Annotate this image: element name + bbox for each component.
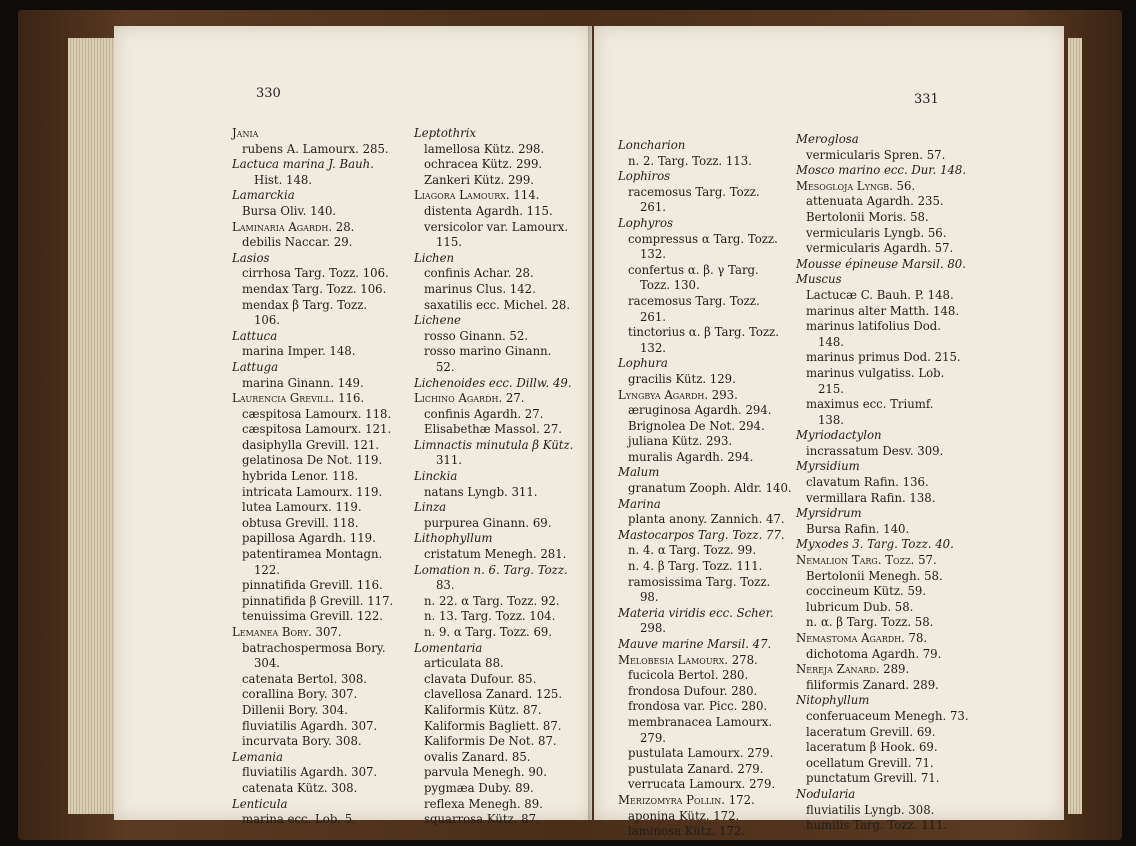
index-entry: Bursa Rafin. 140. bbox=[806, 521, 910, 536]
index-entry: batrachospermosa Bory. bbox=[242, 640, 386, 655]
index-entry: ovalis Zanard. 85. bbox=[424, 749, 531, 764]
index-entry: 298. bbox=[640, 621, 667, 636]
index-entry: conferuaceum Menegh. 73. bbox=[806, 708, 969, 723]
index-entry: Lasios bbox=[232, 250, 270, 265]
index-entry: Lophiros bbox=[618, 169, 671, 184]
index-entry: Bursa Oliv. 140. bbox=[242, 203, 337, 218]
index-entry: Lophyros bbox=[618, 215, 674, 230]
index-entry: cæspitosa Lamourx. 118. bbox=[242, 406, 392, 421]
page-edges-right bbox=[1068, 38, 1082, 814]
index-entry: 83. bbox=[436, 578, 455, 593]
index-entry: intricata Lamourx. 119. bbox=[242, 484, 383, 499]
index-entry: Materia viridis ecc. Scher. bbox=[618, 605, 774, 620]
left-page bbox=[114, 26, 592, 827]
index-entry: confinis Agardh. 27. bbox=[424, 406, 544, 421]
page-number-right: 331 bbox=[914, 92, 939, 107]
index-entry: marinus primus Dod. 215. bbox=[806, 350, 961, 365]
index-entry: marina ecc. Lob. 5. bbox=[242, 812, 356, 827]
index-entry: Bertolonii Menegh. 58. bbox=[806, 568, 943, 583]
index-entry: frondosa var. Picc. 280. bbox=[628, 699, 768, 714]
index-entry: punctatum Grevill. 71. bbox=[806, 771, 940, 786]
index-entry: incurvata Bory. 308. bbox=[242, 734, 362, 749]
index-entry: vermillara Rafin. 138. bbox=[806, 490, 936, 505]
index-entry: vermicularis Spren. 57. bbox=[806, 147, 946, 162]
index-entry: tenuissima Grevill. 122. bbox=[242, 609, 384, 624]
index-entry: Linza bbox=[414, 500, 447, 515]
index-entry: Hist. 148. bbox=[254, 172, 313, 187]
index-entry: saxatilis ecc. Michel. 28. bbox=[424, 297, 571, 312]
index-entry: mendax β Targ. Tozz. bbox=[242, 297, 368, 312]
index-entry: filiformis Zanard. 289. bbox=[806, 677, 939, 692]
index-entry: clavatum Rafin. 136. bbox=[806, 475, 929, 490]
index-entry: 52. bbox=[436, 359, 455, 374]
index-entry: æruginosa Agardh. 294. bbox=[628, 403, 772, 418]
index-entry: Linckia bbox=[414, 469, 458, 484]
index-entry: Laminaria Agardh. 28. bbox=[232, 219, 355, 234]
index-entry: catenata Kütz. 308. bbox=[242, 780, 358, 795]
index-entry: squarrosa Kütz. 87. bbox=[424, 812, 540, 827]
index-entry: lubricum Dub. 58. bbox=[806, 599, 914, 614]
index-entry: Melobesia Lamourx. 278. bbox=[618, 652, 758, 667]
index-entry: 106. bbox=[254, 313, 281, 328]
index-entry: 115. bbox=[436, 235, 463, 250]
index-entry: Lithophyllum bbox=[414, 531, 493, 546]
index-entry: Tozz. 130. bbox=[640, 278, 700, 293]
index-entry: aponina Kütz. 172. bbox=[628, 808, 740, 823]
index-entry: 132. bbox=[640, 247, 667, 262]
index-entry: vermicularis Lyngb. 56. bbox=[806, 225, 947, 240]
index-entry: Mosco marino ecc. Dur. 148. bbox=[796, 163, 967, 178]
index-entry: corallina Bory. 307. bbox=[242, 687, 358, 702]
index-entry: Myriodactylon bbox=[796, 428, 882, 443]
index-entry: pustulata Zanard. 279. bbox=[628, 761, 764, 776]
index-entry: dasiphylla Grevill. 121. bbox=[242, 437, 380, 452]
index-entry: Lichenoides ecc. Dillw. 49. bbox=[414, 375, 572, 390]
index-entry: Leptothrix bbox=[414, 126, 477, 140]
index-entry: hybrida Lenor. 118. bbox=[242, 469, 359, 484]
index-entry: n. 22. α Targ. Tozz. 92. bbox=[424, 593, 560, 608]
index-entry: parvula Menegh. 90. bbox=[424, 765, 547, 780]
index-entry: Lactuca marina J. Bauh. bbox=[232, 157, 374, 172]
index-entry: Kaliformis Kütz. 87. bbox=[424, 702, 542, 717]
index-entry: marinus vulgatiss. Lob. bbox=[806, 365, 945, 380]
index-entry: marina Imper. 148. bbox=[242, 344, 356, 359]
index-entry: ochracea Kütz. 299. bbox=[424, 157, 543, 172]
index-entry: pygmæa Duby. 89. bbox=[424, 780, 534, 795]
index-entry: Lichen bbox=[414, 250, 455, 265]
index-entry: n. α. β Targ. Tozz. 58. bbox=[806, 615, 934, 630]
index-entry: rosso marino Ginann. bbox=[424, 344, 552, 359]
index-entry: maximus ecc. Triumf. bbox=[806, 397, 934, 412]
index-column-right-2 bbox=[796, 132, 969, 834]
index-entry: laceratum β Hook. 69. bbox=[806, 740, 938, 755]
index-entry: 132. bbox=[640, 340, 667, 355]
index-entry: granatum Zooph. Aldr. 140. bbox=[628, 481, 792, 496]
index-entry: coccineum Kütz. 59. bbox=[806, 584, 927, 599]
index-entry: Bertolonii Moris. 58. bbox=[806, 209, 929, 224]
index-entry: Mastocarpos Targ. Tozz. 77. bbox=[618, 527, 785, 542]
index-entry: verrucata Lamourx. 279. bbox=[628, 777, 776, 792]
index-entry: Nemastoma Agardh. 78. bbox=[796, 631, 928, 645]
index-entry: Lyngbya Agardh. 293. bbox=[618, 387, 738, 402]
index-entry: racemosus Targ. Tozz. bbox=[628, 293, 760, 308]
index-entry: gelatinosa De Not. 119. bbox=[242, 453, 383, 468]
index-entry: confinis Achar. 28. bbox=[424, 266, 534, 281]
index-entry: Nodularia bbox=[796, 786, 856, 801]
index-entry: Lattuca bbox=[232, 328, 278, 343]
index-entry: Mesogloja Lyngb. 56. bbox=[796, 178, 916, 193]
index-entry: Myxodes 3. Targ. Tozz. 40. bbox=[796, 537, 954, 552]
index-entry: Loncharion bbox=[618, 138, 686, 152]
index-entry: Dillenii Bory. 304. bbox=[242, 702, 348, 717]
index-entry: ramosissima Targ. Tozz. bbox=[628, 574, 771, 589]
index-entry: 138. bbox=[818, 412, 845, 427]
index-entry: gracilis Kütz. 129. bbox=[628, 371, 736, 386]
index-entry: humilis Targ. Tozz. 111. bbox=[806, 818, 948, 833]
index-entry: 148. bbox=[818, 334, 845, 349]
index-entry: frondosa Dufour. 280. bbox=[628, 683, 758, 698]
index-entry: Lattuga bbox=[232, 359, 279, 374]
index-column-left-1 bbox=[232, 126, 393, 828]
index-entry: Kaliformis Bagliett. 87. bbox=[424, 718, 562, 733]
index-entry: lamellosa Kütz. 298. bbox=[424, 141, 545, 156]
index-entry: 311. bbox=[436, 453, 463, 468]
index-entry: 261. bbox=[640, 200, 667, 215]
index-entry: marinus alter Matth. 148. bbox=[806, 303, 960, 318]
index-entry: fluviatilis Lyngb. 308. bbox=[806, 802, 935, 817]
index-entry: Lactucæ C. Bauh. P. 148. bbox=[806, 287, 954, 302]
index-entry: muralis Agardh. 294. bbox=[628, 449, 754, 464]
index-entry: pustulata Lamourx. 279. bbox=[628, 746, 774, 761]
index-entry: Merizomyra Pollin. 172. bbox=[618, 792, 755, 807]
page-number-left: 330 bbox=[256, 86, 281, 101]
index-entry: obtusa Grevill. 118. bbox=[242, 515, 359, 530]
index-entry: n. 4. α Targ. Tozz. 99. bbox=[628, 543, 757, 558]
index-entry: confertus α. β. γ Targ. bbox=[628, 262, 759, 277]
index-entry: 215. bbox=[818, 381, 845, 396]
index-entry: Lemania bbox=[232, 749, 283, 764]
index-entry: Nemalion Targ. Tozz. 57. bbox=[796, 553, 937, 568]
index-entry: n. 13. Targ. Tozz. 104. bbox=[424, 609, 556, 624]
index-entry: planta anony. Zannich. 47. bbox=[628, 512, 785, 527]
index-entry: lutea Lamourx. 119. bbox=[242, 500, 362, 515]
index-entry: compressus α Targ. Tozz. bbox=[628, 231, 778, 246]
index-entry: marina Ginann. 149. bbox=[242, 375, 364, 390]
index-entry: Malum bbox=[618, 465, 660, 480]
index-entry: Laurencia Grevill. 116. bbox=[232, 391, 365, 406]
index-entry: reflexa Menegh. 89. bbox=[424, 796, 543, 811]
index-entry: n. 2. Targ. Tozz. 113. bbox=[628, 153, 752, 168]
index-entry: clavata Dufour. 85. bbox=[424, 671, 537, 686]
index-entry: natans Lyngb. 311. bbox=[424, 484, 538, 499]
index-entry: Lomation n. 6. Targ. Tozz. bbox=[414, 562, 568, 577]
index-entry: Jania bbox=[232, 126, 259, 140]
index-entry: attenuata Agardh. 235. bbox=[806, 194, 944, 209]
index-entry: Myrsidrum bbox=[796, 506, 862, 521]
index-entry: patentiramea Montagn. bbox=[242, 547, 383, 562]
index-entry: membranacea Lamourx. bbox=[628, 714, 773, 729]
index-entry: fluviatilis Agardh. 307. bbox=[242, 765, 378, 780]
index-entry: Mousse épineuse Marsil. 80. bbox=[796, 256, 966, 271]
index-entry: mendax Targ. Tozz. 106. bbox=[242, 281, 387, 296]
index-entry: papillosa Agardh. 119. bbox=[242, 531, 376, 546]
index-entry: laminosa Kütz. 172. bbox=[628, 824, 746, 839]
index-entry: 98. bbox=[640, 590, 659, 605]
index-entry: distenta Agardh. 115. bbox=[424, 203, 553, 218]
index-entry: cirrhosa Targ. Tozz. 106. bbox=[242, 266, 389, 281]
index-entry: vermicularis Agardh. 57. bbox=[806, 241, 954, 256]
index-entry: Lemanea Bory. 307. bbox=[232, 625, 342, 639]
index-entry: Muscus bbox=[796, 272, 842, 287]
index-entry: marinus Clus. 142. bbox=[424, 281, 536, 296]
index-entry: Elisabethæ Massol. 27. bbox=[424, 422, 563, 437]
right-page bbox=[594, 26, 1064, 839]
index-entry: pinnatifida Grevill. 116. bbox=[242, 578, 383, 593]
index-entry: fluviatilis Agardh. 307. bbox=[242, 718, 378, 733]
index-entry: Zankeri Kütz. 299. bbox=[424, 172, 534, 187]
index-entry: tinctorius α. β Targ. Tozz. bbox=[628, 325, 779, 340]
index-entry: pinnatifida β Grevill. 117. bbox=[242, 593, 394, 608]
index-entry: 304. bbox=[254, 656, 281, 671]
index-entry: Liagora Lamourx. 114. bbox=[414, 188, 540, 203]
index-entry: juliana Kütz. 293. bbox=[628, 434, 733, 449]
index-entry: Lichene bbox=[414, 313, 461, 328]
index-entry: fucicola Bertol. 280. bbox=[628, 668, 749, 683]
index-entry: Lophura bbox=[618, 356, 668, 371]
index-entry: Lichino Agardh. 27. bbox=[414, 391, 525, 406]
index-entry: cristatum Menegh. 281. bbox=[424, 547, 567, 562]
index-entry: clavellosa Zanard. 125. bbox=[424, 687, 563, 702]
index-entry: Nitophyllum bbox=[796, 693, 870, 708]
index-entry: debilis Naccar. 29. bbox=[242, 235, 353, 250]
index-entry: dichotoma Agardh. 79. bbox=[806, 646, 942, 661]
index-entry: articulata 88. bbox=[424, 656, 504, 671]
index-entry: 279. bbox=[640, 730, 667, 745]
index-entry: Myrsidium bbox=[796, 459, 860, 474]
index-entry: versicolor var. Lamourx. bbox=[424, 219, 569, 234]
index-entry: Lomentaria bbox=[414, 640, 483, 655]
index-entry: racemosus Targ. Tozz. bbox=[628, 184, 760, 199]
index-entry: rubens A. Lamourx. 285. bbox=[242, 141, 389, 156]
index-entry: rosso Ginann. 52. bbox=[424, 328, 529, 343]
index-entry: cæspitosa Lamourx. 121. bbox=[242, 422, 392, 437]
index-entry: n. 9. α Targ. Tozz. 69. bbox=[424, 625, 553, 639]
index-entry: ocellatum Grevill. 71. bbox=[806, 755, 934, 770]
index-column-right-1 bbox=[618, 138, 792, 840]
index-entry: 122. bbox=[254, 562, 281, 577]
index-entry: Limnactis minutula β Kütz. bbox=[414, 437, 574, 452]
index-entry: Kaliformis De Not. 87. bbox=[424, 734, 557, 749]
index-entry: n. 4. β Targ. Tozz. 111. bbox=[628, 559, 763, 574]
index-entry: Marina bbox=[618, 496, 661, 511]
index-entry: 261. bbox=[640, 309, 667, 324]
index-entry: catenata Bertol. 308. bbox=[242, 671, 368, 686]
index-entry: Brignolea De Not. 294. bbox=[628, 418, 765, 433]
index-entry: incrassatum Desv. 309. bbox=[806, 443, 944, 458]
index-entry: marinus latifolius Dod. bbox=[806, 319, 941, 334]
index-entry: Meroglosa bbox=[796, 132, 859, 146]
index-entry: laceratum Grevill. 69. bbox=[806, 724, 936, 739]
index-entry: Mauve marine Marsil. 47. bbox=[618, 637, 772, 651]
index-entry: Nereja Zanard. 289. bbox=[796, 662, 910, 677]
index-entry: Lamarckia bbox=[232, 188, 295, 203]
index-column-left-2 bbox=[414, 126, 573, 828]
index-entry: Lenticula bbox=[232, 796, 288, 811]
index-entry: purpurea Ginann. 69. bbox=[424, 515, 552, 530]
